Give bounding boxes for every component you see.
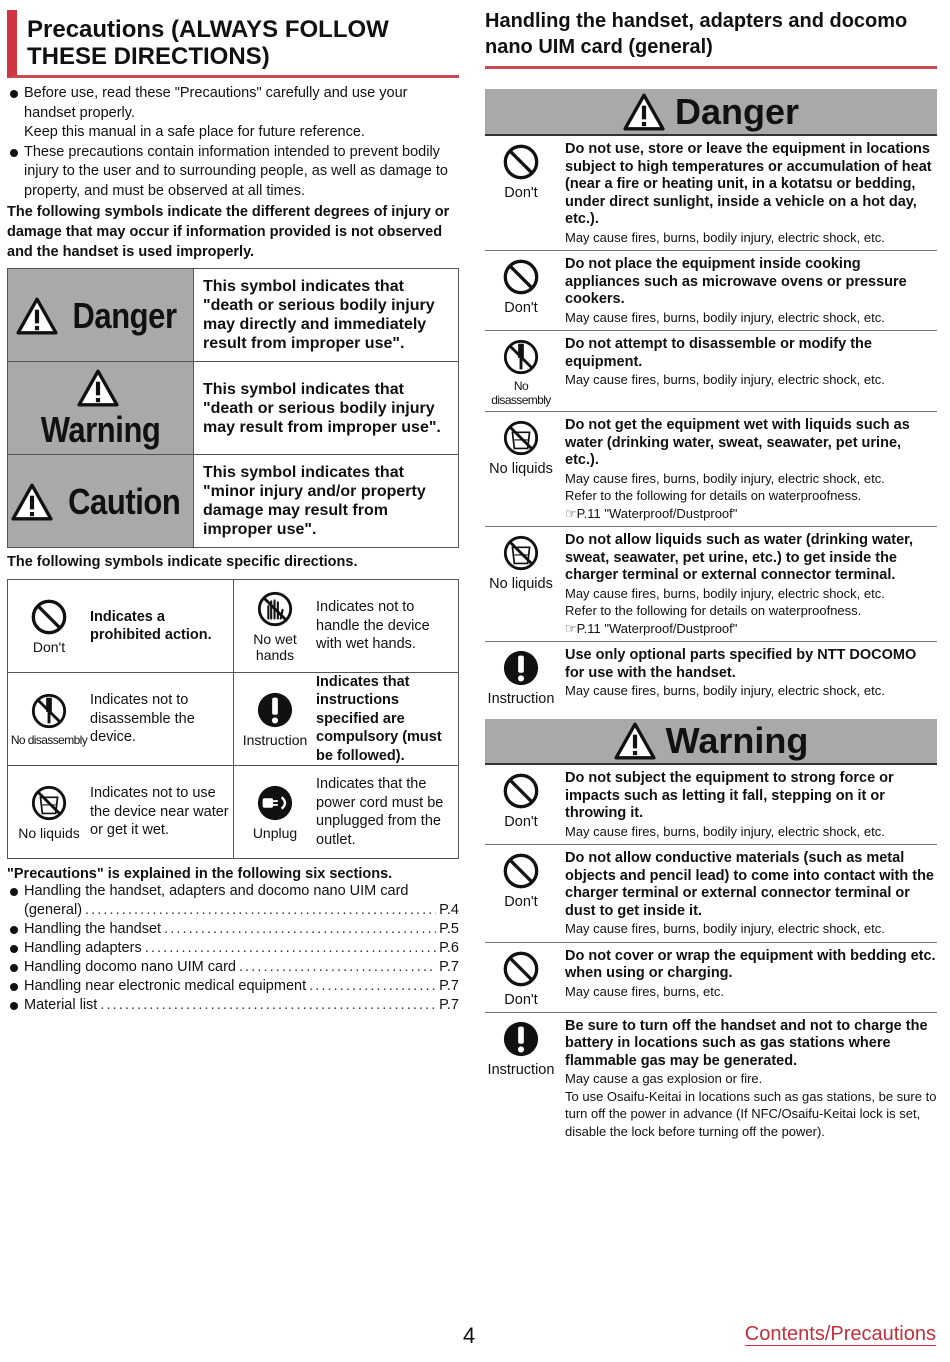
- table-row: [8, 362, 459, 455]
- right-column: [485, 8, 937, 1144]
- warning-triangle-icon: [16, 297, 58, 335]
- table-row: No disassembly Indicates not to disassemble the device. Instruction Indicates that instructions specified are compulsory (must be followed).: [8, 673, 459, 766]
- dont-icon: [502, 950, 540, 988]
- page-number: 4: [463, 1323, 476, 1348]
- warning-triangle-icon: [11, 483, 53, 521]
- dont-icon: [502, 852, 540, 890]
- table-row: [8, 455, 459, 548]
- no-disassembly-icon: [502, 338, 540, 376]
- list-item[interactable]: Handling near electronic medical equipment ..... P.7: [7, 977, 459, 996]
- instruction-icon: [256, 691, 294, 729]
- sections-intro: "Precautions" is explained in the following six sections.: [7, 866, 393, 882]
- caution-symbol: Caution: [8, 455, 194, 548]
- no-disassembly-icon: [30, 692, 68, 730]
- precaution-item: No liquids Do not allow liquids such as water (drinking water, sweat, seawater, pet urine, etc.) to get inside the charger terminal or external connector terminal. May cause fires, burns, bodily injury, electric shock, etc. Refer to the following for details on waterproofness. ☞P.11 "Waterproof/Dustproof": [485, 527, 937, 642]
- list-item[interactable]: Material list ..... P.7: [7, 996, 459, 1015]
- precaution-item: Don't Do not cover or wrap the equipment with bedding etc. when using or charging. May cause fires, burns, etc.: [485, 943, 937, 1013]
- degrees-intro: The following symbols indicate the different degrees of injury or damage that may occur if information provided is not observed and the handset is used improperly.: [7, 204, 450, 260]
- dont-icon: [502, 258, 540, 296]
- precaution-item: Don't Do not place the equipment inside cooking appliances such as microwave ovens or pressure cookers. May cause fires, burns, bodily injury, electric shock, etc.: [485, 251, 937, 331]
- cross-reference-link[interactable]: ☞P.11 "Waterproof/Dustproof": [565, 620, 738, 636]
- list-item: Before use, read these "Precautions" carefully and use your handset properly. Keep this manual in a safe place for future reference.: [7, 84, 459, 143]
- list-item[interactable]: Handling the handset ..... P.5: [7, 920, 459, 939]
- warning-triangle-icon: [614, 722, 656, 760]
- precaution-item: No disassembly Do not attempt to disassemble or modify the equipment. May cause fires, burns, bodily injury, electric shock, etc.: [485, 331, 937, 412]
- page-title: Precautions (ALWAYS FOLLOW THESE DIRECTIONS): [7, 10, 459, 78]
- instruction-icon: [502, 649, 540, 687]
- list-item: These precautions contain information intended to prevent bodily injury to the user and to surrounding people, as well as damage to property, and must be observed at all times.: [7, 143, 459, 202]
- contents-link[interactable]: Contents/Precautions: [744, 1323, 936, 1345]
- precaution-item: Instruction Be sure to turn off the handset and not to charge the battery in locations such as gas stations where flammable gas may be generated. May cause a gas explosion or fire. To use Osaifu-Keitai in locations such as gas stations, be sure to turn off the power in advance (If NFC/Osaifu-Keitai lock is set, disable the lock before turning off the power).: [487, 1017, 937, 1139]
- table-row: [8, 269, 459, 362]
- warning-triangle-icon: [623, 93, 665, 131]
- dont-icon: [502, 143, 540, 181]
- section-title: Handling the handset, adapters and docomo nano UIM card (general): [485, 8, 937, 69]
- directions-intro: The following symbols indicate specific directions.: [7, 554, 358, 570]
- list-item[interactable]: (general) ..... P.4: [7, 901, 459, 920]
- precaution-item: No liquids Do not get the equipment wet with liquids such as water (drinking water, sweat, seawater, pet urine, etc.). May cause fires, burns, bodily injury, electric shock, etc. Refer to the following for details on waterproofness. ☞P.11 "Waterproof/Dustproof": [485, 412, 937, 527]
- no-liquids-icon: [502, 534, 540, 572]
- intro-bullets: [7, 84, 459, 201]
- no-wet-hands-icon: [256, 590, 294, 628]
- no-liquids-icon: [502, 419, 540, 457]
- list-item[interactable]: Handling the handset, adapters and docomo nano UIM card: [7, 882, 459, 901]
- table-row: No liquids Indicates not to use the device near water or get it wet. Unplug Indicates that the power cord must be unplugged from the outlet.: [8, 766, 459, 859]
- sections-list: [7, 866, 459, 1015]
- danger-description: This symbol indicates that "death or serious bodily injury may directly and immediately result from improper use".: [194, 269, 459, 362]
- list-item[interactable]: Handling docomo nano UIM card ..... P.7: [7, 958, 459, 977]
- caution-description: This symbol indicates that "minor injury and/or property damage may result from improper use".: [194, 455, 459, 548]
- list-item[interactable]: Handling adapters ..... P.6: [7, 939, 459, 958]
- warning-description: This symbol indicates that "death or serious bodily injury may result from improper use".: [194, 362, 459, 455]
- directions-table: [7, 579, 459, 859]
- unplug-icon: [256, 784, 294, 822]
- danger-banner: Danger: [485, 89, 937, 136]
- left-column: [7, 10, 459, 1015]
- precaution-item: Don't Do not use, store or leave the equipment in locations subject to high temperatures or accumulation of heat (near a fire or heating unit, in a kotatsu or bedding, under direct sunlight, inside a vehicle on a hot day, etc.). May cause fires, burns, bodily injury, electric shock, etc.: [485, 136, 937, 251]
- warning-banner: Warning: [485, 719, 937, 765]
- degrees-table: [7, 268, 459, 548]
- precaution-item: Instruction Use only optional parts specified by NTT DOCOMO for use with the handset. May cause fires, burns, bodily injury, electric shock, etc.: [487, 647, 917, 707]
- cross-reference-link[interactable]: ☞P.11 "Waterproof/Dustproof": [565, 505, 738, 521]
- precaution-item: Don't Do not allow conductive materials (such as metal objects and pencil lead) to come into contact with the charger terminal or external connector terminal or dust to get inside it. May cause fires, burns, bodily injury, electric shock, etc.: [485, 845, 937, 943]
- dont-icon: [30, 598, 68, 636]
- precaution-item: Don't Do not subject the equipment to strong force or impacts such as letting it fall, stepping on it or throwing it. May cause fires, burns, bodily injury, electric shock, etc.: [485, 765, 937, 845]
- no-liquids-icon: [30, 784, 68, 822]
- dont-icon: [502, 772, 540, 810]
- instruction-icon: [502, 1020, 540, 1058]
- danger-symbol: Danger: [8, 269, 194, 362]
- warning-symbol: Warning: [8, 362, 194, 455]
- warning-triangle-icon: [77, 369, 119, 407]
- table-row: Don't Indicates a prohibited action. No wet hands Indicates not to handle the device with wet hands.: [8, 580, 459, 673]
